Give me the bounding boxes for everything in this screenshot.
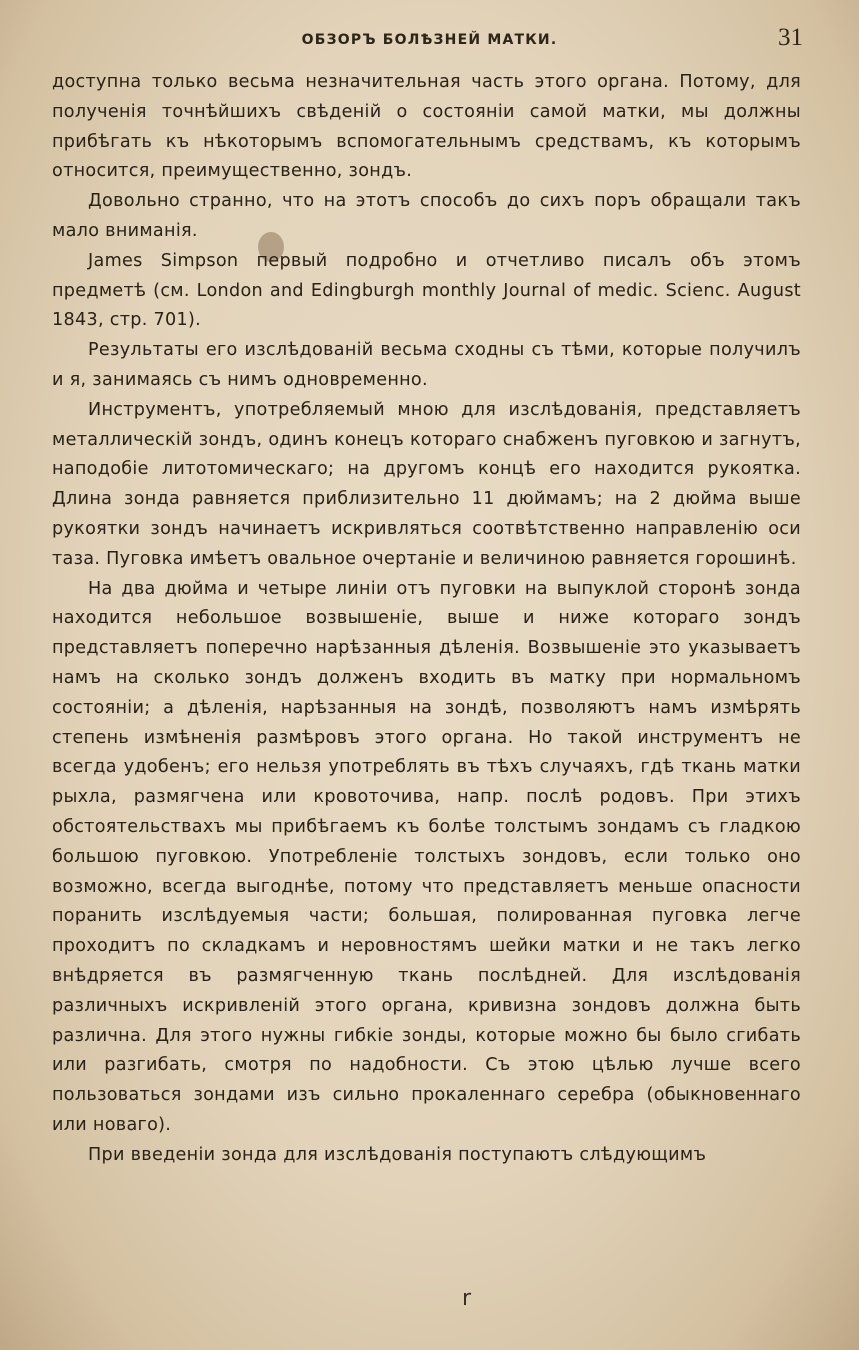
paragraph-instrument: Инструментъ, употребляемый мною для изслѣдованія, представляетъ металлическій зондъ, одинъ конецъ котораго снабженъ пуговкою и загнутъ, наподобіе литотомическаго; на другомъ концѣ его находится рукоятка. Длина зонда равняется приблизительно 11 дюймамъ; на 2 дюйма выше рукоятки зондъ начинаетъ искривляться соотвѣтственно направленію оси таза. Пуговка имѣетъ овальное очертаніе и величиною равняется горошинѣ. [52, 399, 801, 569]
running-title: ОБЗОРЪ БОЛѢЗНЕЙ МАТКИ. [301, 32, 558, 48]
page-header [52, 24, 807, 58]
body-text [52, 68, 801, 1170]
paragraph-probe-details: На два дюйма и четыре линіи отъ пуговки на выпуклой сторонѣ зонда находится небольшое возвышеніе, выше и ниже котораго зондъ представляетъ поперечно нарѣзанныя дѣленія. Возвышеніе это указываетъ намъ на сколько зондъ долженъ входить въ матку при нормальномъ состояніи; а дѣленія, нарѣзанныя на зондѣ, позволяютъ намъ измѣрять степень измѣненія размѣровъ этого органа. Но такой инструментъ не всегда удобенъ; его нельзя употреблять въ тѣхъ случаяхъ, гдѣ ткань матки рыхла, размягчена или кровоточива, напр. послѣ родовъ. При этихъ обстоятельствахъ мы прибѣгаемъ къ болѣе толстымъ зондамъ съ гладкою большою пуговкою. Употребленіе толстыхъ зондовъ, если только оно возможно, всегда выгоднѣе, потому что представляетъ меньше опасности поранить изслѣдуемыя части; большая, полированная пуговка легче проходитъ по складкамъ и неровностямъ шейки матки и не такъ легко внѣдряется въ размягченную ткань послѣдней. Для изслѣдованія различныхъ искривленій этого органа, кривизна зондовъ должна быть различна. Для этого нужны гибкіе зонды, которые можно бы было сгибать или разгибать, смотря по надобности. Съ этою цѣлью лучше всего пользоваться зондами изъ сильно прокаленнаго серебра (обыкновеннаго или новаго). [52, 578, 801, 1135]
page-number: 31 [778, 24, 803, 51]
paragraph-citation: James Simpson первый подробно и отчетливо писалъ объ этомъ предметѣ (см. London and Edingburgh monthly Journal of medic. Scienc. August 1843, стр. 701). [52, 250, 801, 331]
signature-mark: r [462, 1286, 472, 1311]
paragraph-continuation: доступна только весьма незначительная часть этого органа. Потому, для полученія точнѣйшихъ свѣденій о состояніи самой матки, мы должны прибѣгать къ нѣкоторымъ вспомогательнымъ средствамъ, къ которымъ относится, преимущественно, зондъ. [52, 72, 801, 182]
paragraph: Довольно странно, что на этотъ способъ до сихъ поръ обращали такъ мало вниманія. [52, 191, 801, 241]
paragraph: Результаты его изслѣдованій весьма сходны съ тѣми, которые получилъ и я, занимаясь съ нимъ одновременно. [52, 340, 801, 390]
paragraph-final: При введеніи зонда для изслѣдованія поступаютъ слѣдующимъ [88, 1144, 707, 1165]
